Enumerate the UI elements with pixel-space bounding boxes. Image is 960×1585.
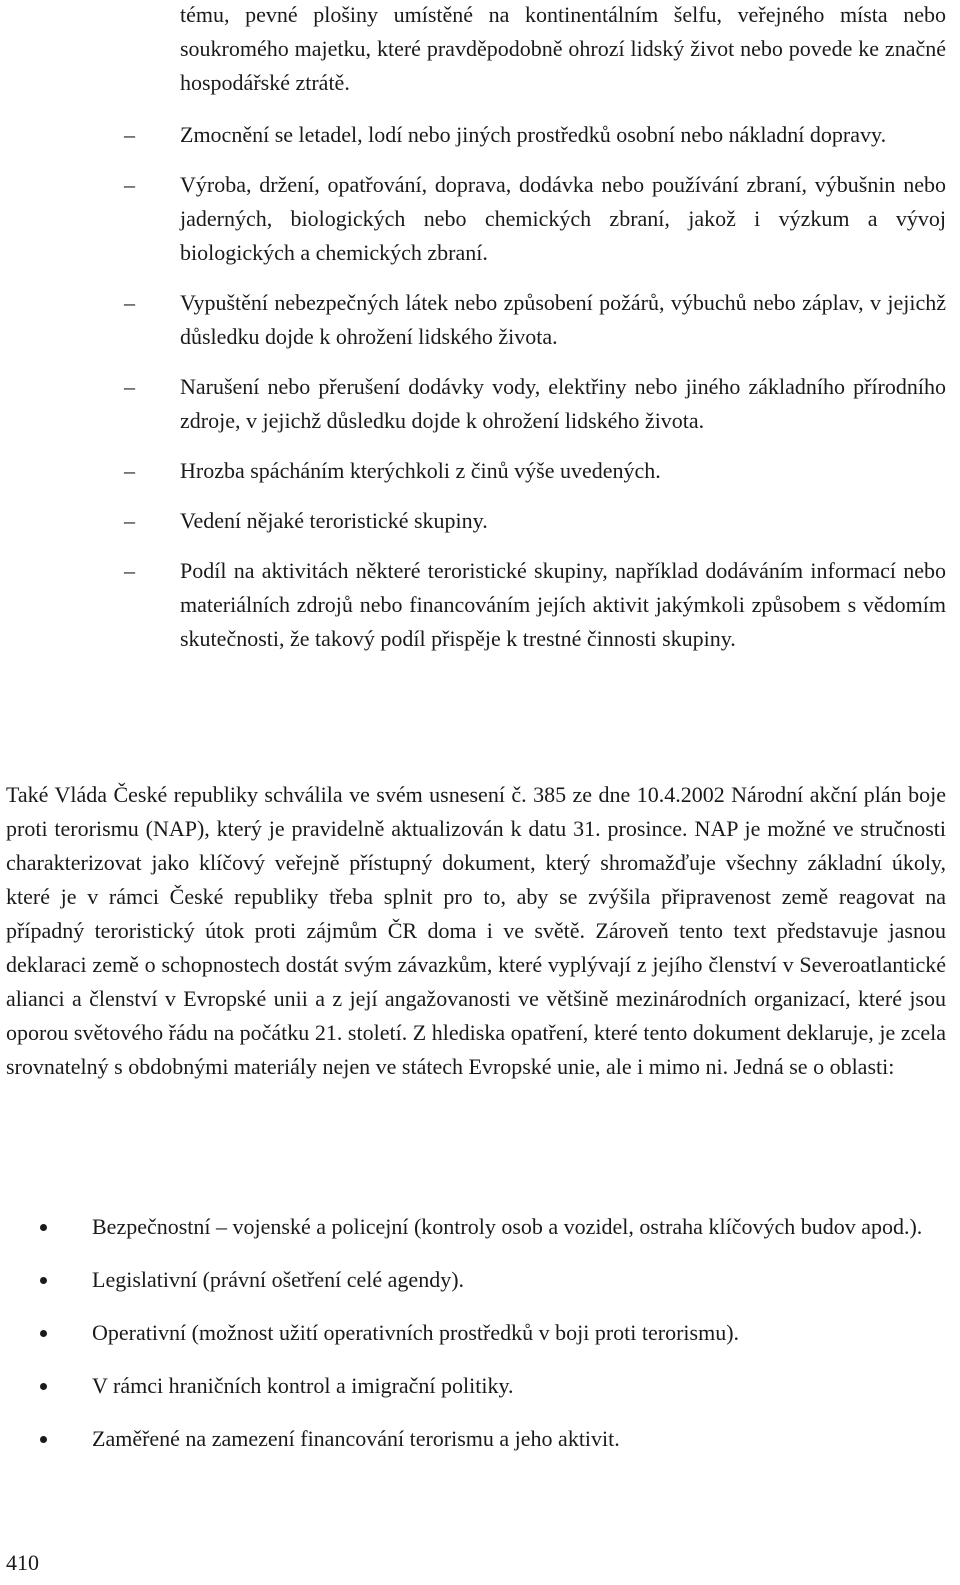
dash-item-text: Hrozba spácháním kterýchkoli z činů výše uvedených. [180,458,661,483]
dash-item-text: Podíl na aktivitách některé teroristické skupiny, například dodáváním informací nebo materiálních zdrojů nebo financováním jejích aktivit jakýmkoli způsobem s vědomím skutečnosti, že takový podíl přispěje k trestné činnosti skupiny. [180,558,946,651]
bullet-icon [40,1224,47,1231]
dash-item-text: tému, pevné plošiny umístěné na kontinentálním šelfu, veřejného místa nebo soukromého majetku, které pravděpodobně ohrozí lidský život nebo povede ke značné hospodářské ztrátě. [180,2,946,95]
dash-marker: – [124,172,135,197]
bullet-item-text: Legislativní (právní ošetření celé agendy). [92,1267,465,1292]
bullet-list [0,1210,960,1475]
bullet-icon [40,1277,47,1284]
bullet-item-text: Zaměřené na zamezení financování terorismu a jeho aktivit. [92,1426,620,1451]
dash-item-text: Vypuštění nebezpečných látek nebo způsobení požárů, výbuchů nebo záplav, v jejichž důsledku dojde k ohrožení lidského života. [180,290,946,349]
bullet-list-item [0,1316,960,1350]
dash-marker: – [124,374,135,399]
dash-marker: – [124,458,135,483]
dash-list-item [0,504,960,538]
dash-list [0,0,960,672]
bullet-item-text: V rámci hraničních kontrol a imigrační politiky. [92,1373,514,1398]
dash-list-item [0,168,960,270]
bullet-list-item [0,1263,960,1297]
page-number: 410 [6,1550,39,1575]
bullet-list-item [0,1210,960,1244]
dash-item-text: Zmocnění se letadel, lodí nebo jiných prostředků osobní nebo nákladní dopravy. [180,122,887,147]
dash-marker: – [124,290,135,315]
dash-list-item-continuation [0,0,960,100]
bullet-item-text: Bezpečnostní – vojenské a policejní (kontroly osob a vozidel, ostraha klíčových budov apod.). [92,1214,923,1239]
dash-list-item [0,454,960,488]
dash-item-text: Výroba, držení, opatřování, doprava, dodávka nebo používání zbraní, výbušnin nebo jaderných, biologických nebo chemických zbraní, jakož i výzkum a vývoj biologických a chemických zbraní. [180,172,946,265]
dash-list-item [0,118,960,152]
bullet-icon [40,1383,47,1390]
dash-marker: – [124,508,135,533]
bullet-icon [40,1330,47,1337]
body-paragraph: Také Vláda České republiky schválila ve svém usnesení č. 385 ze dne 10.4.2002 Národní akční plán boje proti terorismu (NAP), který je pravidelně aktualizován k datu 31. prosince. NAP je možné ve stručnosti charakterizovat jako klíčový veřejně přístupný dokument, který shromažďuje všechny základní úkoly, které je v rámci České republiky třeba splnit pro to, aby se zvýšila připravenost země reagovat na případný teroristický útok proti zájmům ČR doma i ve světě. Zároveň tento text představuje jasnou deklaraci země o schopnostech dostát svým závazkům, které vyplývají z jejího členství v Severoatlantické alianci a členství v Evropské unii a z její angažovanosti ve většině mezinárodních organizací, které jsou oporou světového řádu na počátku 21. století. Z hlediska opatření, které tento dokument deklaruje, je zcela srovnatelný s obdobnými materiály nejen ve státech Evropské unie, ale i mimo ni. Jedná se o oblasti: [6,782,946,1079]
bullet-icon [40,1436,47,1443]
bullet-list-item [0,1422,960,1456]
dash-list-item [0,370,960,438]
dash-marker: – [124,122,135,147]
dash-item-text: Narušení nebo přerušení dodávky vody, elektřiny nebo jiného základního přírodního zdroje, v jejichž důsledku dojde k ohrožení lidského života. [180,374,946,433]
dash-list-item [0,286,960,354]
bullet-item-text: Operativní (možnost užití operativních prostředků v boji proti terorismu). [92,1320,740,1345]
dash-marker: – [124,558,135,583]
dash-item-text: Vedení nějaké teroristické skupiny. [180,508,488,533]
bullet-list-item [0,1369,960,1403]
dash-list-item [0,554,960,656]
